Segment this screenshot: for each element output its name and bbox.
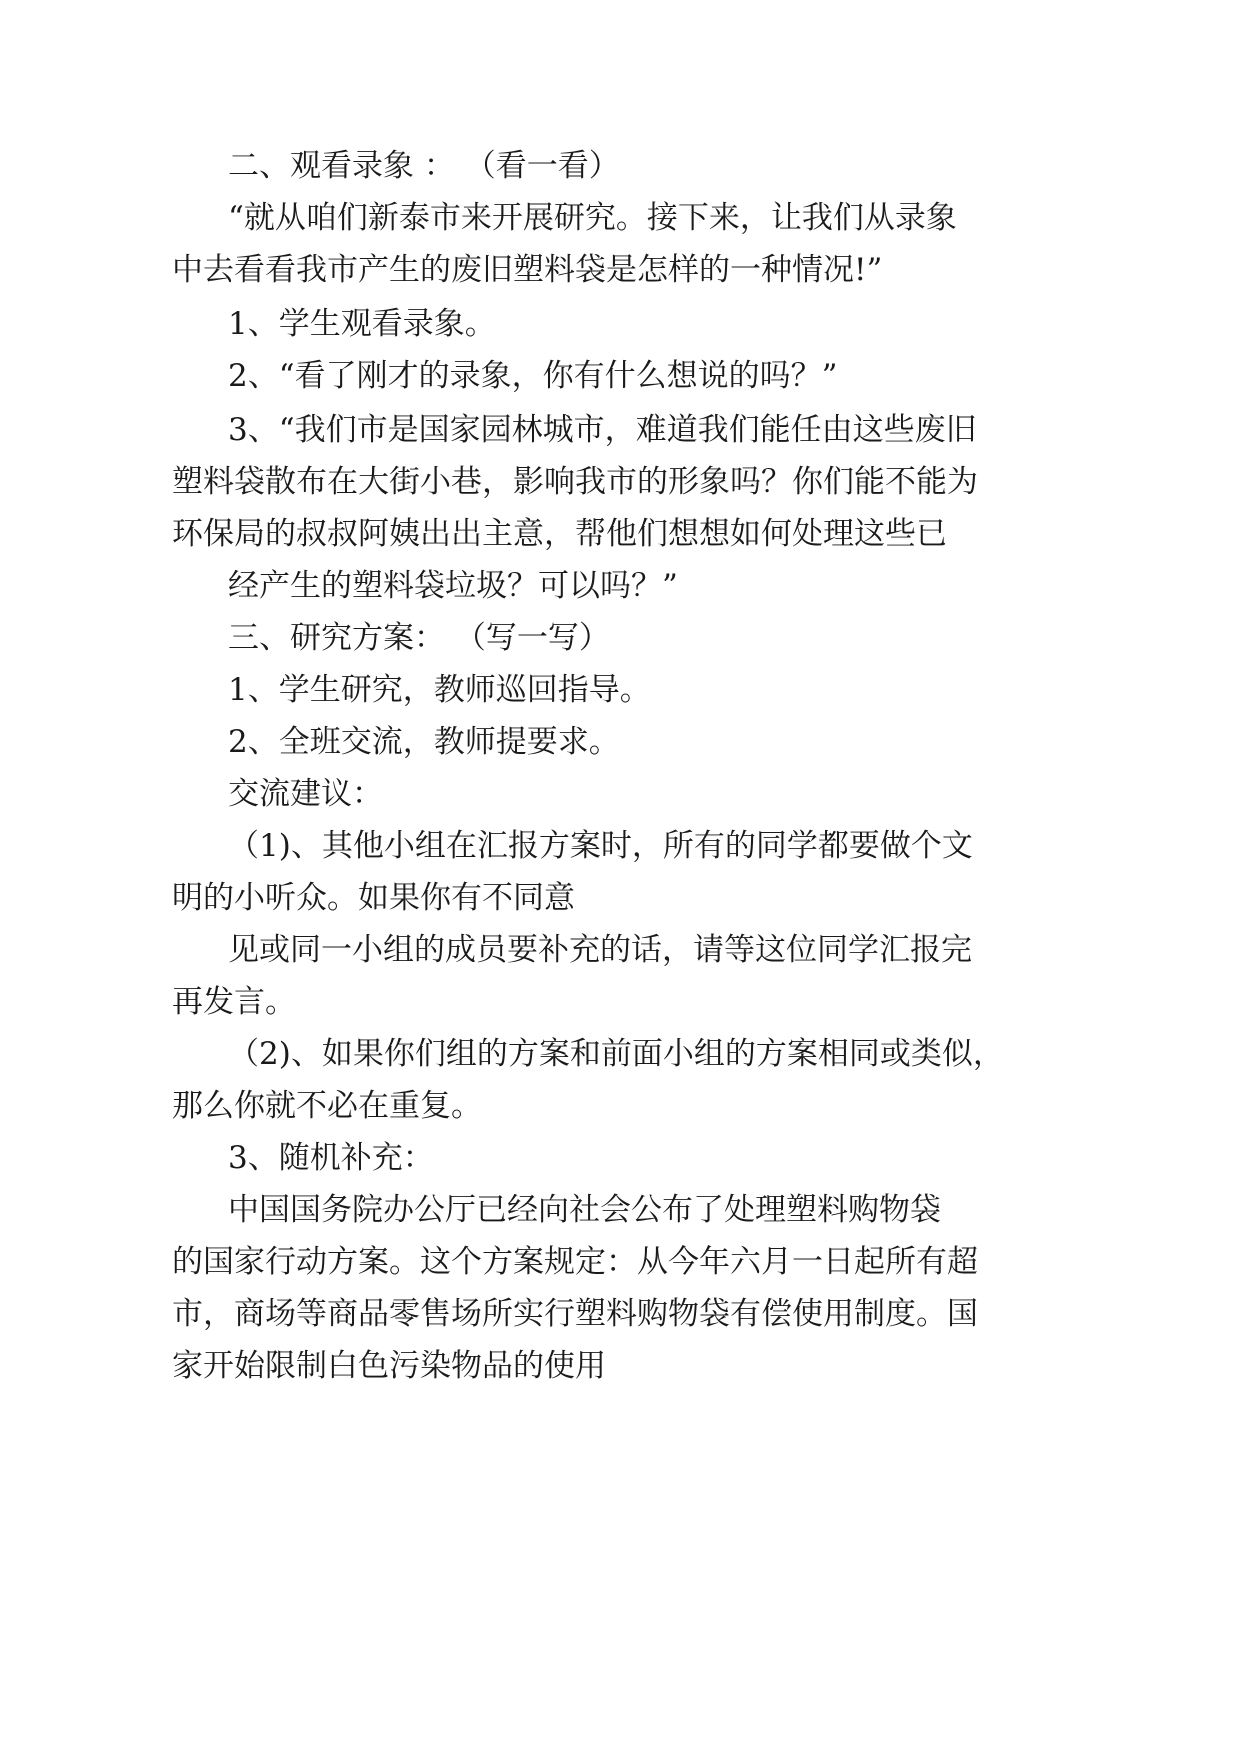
- text-line: [0, 1024, 1241, 1084]
- text-line: [0, 556, 1241, 616]
- text-line: [0, 504, 1241, 564]
- text-line: [0, 1232, 1241, 1292]
- paragraph-line: 经产生的塑料袋垃圾？可以吗？”: [228, 568, 678, 604]
- text-line: [0, 240, 1241, 300]
- list-item: 1、学生研究，教师巡回指导。: [228, 672, 651, 708]
- paragraph-line: 中去看看我市产生的废旧塑料袋是怎样的一种情况!”: [172, 252, 883, 288]
- paragraph-line: 再发言。: [172, 984, 296, 1020]
- subheading: 交流建议：: [228, 776, 383, 812]
- paragraph-line: 市，商场等商品零售场所实行塑料购物袋有偿使用制度。国: [172, 1296, 978, 1332]
- text-line: [0, 1180, 1241, 1240]
- list-item: 2、全班交流，教师提要求。: [228, 724, 620, 760]
- text-line: [0, 608, 1241, 668]
- list-item: 3、“我们市是国家园林城市，难道我们能任由这些废旧: [228, 412, 977, 448]
- paragraph-line: （1)、其他小组在汇报方案时，所有的同学都要做个文: [228, 828, 973, 864]
- paragraph-line: 环保局的叔叔阿姨出出主意，帮他们想想如何处理这些已: [172, 516, 947, 552]
- list-item: 3、随机补充：: [228, 1140, 434, 1176]
- text-line: [0, 1076, 1241, 1136]
- text-line: [0, 1284, 1241, 1344]
- paragraph-line: 那么你就不必在重复。: [172, 1088, 482, 1124]
- text-line: [0, 188, 1241, 248]
- paragraph-line: 的国家行动方案。这个方案规定：从今年六月一日起所有超: [172, 1244, 978, 1280]
- text-line: [0, 660, 1241, 720]
- text-line: [0, 400, 1241, 460]
- list-item: 2、“看了刚才的录象，你有什么想说的吗？”: [228, 358, 838, 394]
- text-line: [0, 868, 1241, 928]
- paragraph-line: 家开始限制白色污染物品的使用: [172, 1348, 606, 1384]
- text-line: [0, 346, 1241, 406]
- list-item: 1、学生观看录象。: [228, 306, 496, 342]
- text-line: [0, 764, 1241, 824]
- section-heading-3: 三、研究方案： （写一写）: [228, 620, 610, 656]
- text-line: [0, 972, 1241, 1032]
- text-line: [0, 1336, 1241, 1396]
- text-line: [0, 294, 1241, 354]
- text-line: [0, 712, 1241, 772]
- text-line: [0, 452, 1241, 512]
- paragraph-line: 中国国务院办公厅已经向社会公布了处理塑料购物袋: [228, 1192, 941, 1228]
- text-line: [0, 920, 1241, 980]
- text-line: [0, 816, 1241, 876]
- text-line: [0, 136, 1241, 196]
- paragraph-line: 见或同一小组的成员要补充的话，请等这位同学汇报完: [228, 932, 972, 968]
- paragraph-line: 明的小听众。如果你有不同意: [172, 880, 575, 916]
- text-line: [0, 1128, 1241, 1188]
- section-heading-2: 二、观看录象 ： （看一看）: [228, 148, 620, 184]
- paragraph-line: （2)、如果你们组的方案和前面小组的方案相同或类似，: [228, 1036, 1004, 1072]
- paragraph-line: 塑料袋散布在大街小巷，影响我市的形象吗？你们能不能为: [172, 464, 978, 500]
- paragraph-line: “就从咱们新泰市来开展研究。接下来，让我们从录象: [228, 200, 957, 236]
